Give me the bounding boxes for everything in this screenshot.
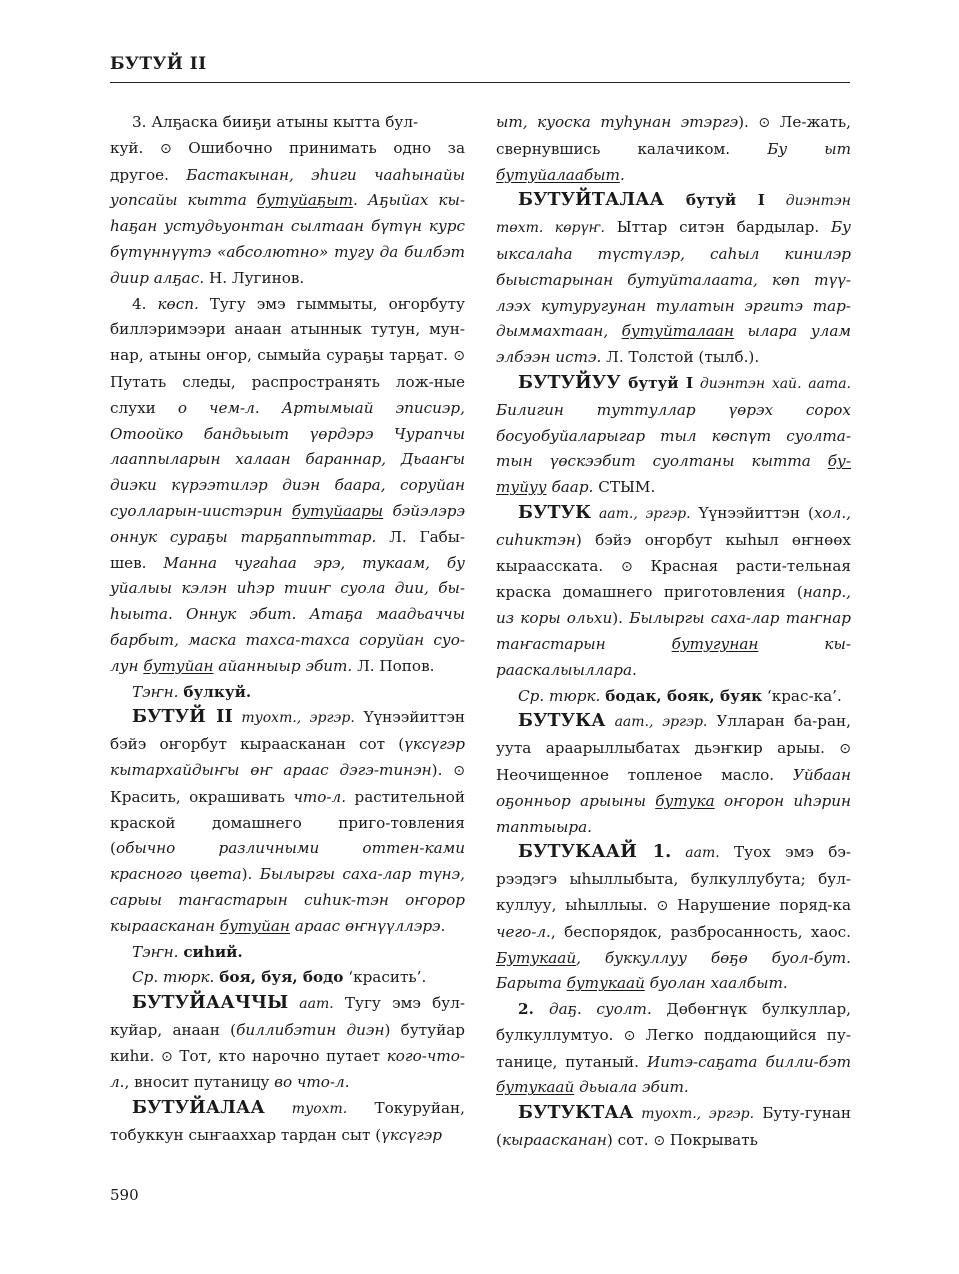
right-column bbox=[496, 110, 851, 1155]
entry-sense-4: 4. көсп. Тугу эмэ гыммыты, оҥорбуту биллэримээри анаан атыннык тутун, мун-нар, атыны оҥор, сымыйа сураҕы тарҕат. ⊙ Путать следы, распространять лож-ные слухи о чем-л. Артымыай эписиэр, Отоойко бандьыыт үөрдэрэ Чурапчы лааппыларын халаан бараннар, Дьааҥы диэки күрээтилэр диэн баара, соруйан суолларын-иистэрин бутуйаары бэйэлэрэ оннук сураҕы тарҕаппыттар. Л. Габы-шев. Манна чугаһаа эрэ, тукаам, бу уйалыы кэлэн иһэр тииҥ суола дии, бы-һыыта. Оннук эбит. Атаҕа маадьаччы барбыт, маска тахса-тахса соруйан суо-лун бутуйан айанныыр эбит. Л. Попов. bbox=[110, 294, 465, 675]
entry-butuitalaa: БУТУЙТАЛАА бутуй I диэнтэн төхт. көрүҥ. Ыттар ситэн бардылар. Бу ыксалаһа түстүлэр, саһыл кинилэр быыстарынан бутуйталаата, көп түү-лээх кутуругунан тулатын эргитэ тар-дыммахтаан, бутуйталаан ылара улам элбээн истэ. Л. Толстой (тылб.). bbox=[496, 190, 851, 367]
header-rule bbox=[110, 82, 850, 83]
headword: БУТУКА bbox=[518, 711, 606, 732]
circle-dot-icon: ⊙ bbox=[161, 1048, 173, 1065]
running-head-title: БУТУЙ II bbox=[110, 54, 207, 74]
circle-dot-icon: ⊙ bbox=[453, 762, 466, 779]
cross-ref-tenh-1: Тэҥн. булкуй. bbox=[132, 682, 252, 701]
entry-butuktaa: БУТУКТАА туохт., эргэр. Буту-гунан (кыраасканан) сот. ⊙ Покрывать bbox=[496, 1103, 851, 1150]
entry-butukaai-2: 2. даҕ. суолт. Дөбөҥнүк булкуллар, булкуллумтуо. ⊙ Легко поддающийся пу-танице, путаный. Иитэ-саҕата билли-бэт бутукаай дьыала эбит. bbox=[496, 1000, 851, 1097]
circle-dot-icon: ⊙ bbox=[623, 1027, 636, 1044]
headword: БУТУКТАА bbox=[518, 1103, 634, 1124]
entry-butuiaachchy: БУТУЙААЧЧЫ аат. Тугу эмэ бул-куйар, анаан (биллибэтин диэн) бутуйар киһи. ⊙ Тот, кто нарочно путает кого-что-л., вносит путаницу во что-л. bbox=[110, 993, 466, 1092]
running-header bbox=[110, 54, 850, 74]
page-number: 590 bbox=[110, 1186, 139, 1204]
entry-butuialaa: БУТУЙАЛАА туохт. Токуруйан, тобуккун сыҥааххар тардан сыт (үксүгэр bbox=[110, 1098, 465, 1145]
circle-dot-icon: ⊙ bbox=[839, 741, 852, 758]
circle-dot-icon: ⊙ bbox=[453, 348, 465, 365]
headword: БУТУЙААЧЧЫ bbox=[132, 993, 289, 1014]
circle-dot-icon: ⊙ bbox=[758, 115, 771, 131]
circle-dot-icon: ⊙ bbox=[656, 897, 669, 914]
headword: БУТУЙТАЛАА bbox=[518, 190, 665, 211]
entry-butukaai-1: БУТУКААЙ 1. аат. Туох эмэ бэ-рээдэгэ ыһыллыбыта, булкуллубута; бул-куллуу, ыһыллыы. ⊙ Нарушение поряд-ка чего-л., беспорядок, разбросанность, хаос. Бутукаай, буккуллуу бөҕө буол-бут. Барыта бутукаай буолан хаалбыт. bbox=[496, 842, 851, 993]
headword: БУТУЙАЛАА bbox=[132, 1098, 265, 1119]
entry-continuation: ыт, куоска туһунан этэргэ). ⊙ Ле-жать, свернувшись калачиком. Бу ыт бутуйалаабыт. bbox=[496, 113, 851, 184]
headword: БУТУКААЙ 1. bbox=[518, 842, 672, 863]
entry-butui-2: БУТУЙ II туохт., эргэр. Үүнээйиттэн бэйэ оҥорбут кыраасканан сот (үксүгэр кытархайдыҥы өҥ араас дэгэ-тинэн). ⊙ Красить, окрашивать что-л. растительной краской домашнего приго-товления (обычно различными оттен-ками красного цвета). Былыргы саха-лар түнэ, сарыы таҥастарын сиһик-тэн оҥорор кыраасканан бутуйан араас өҥнүүллэрэ. bbox=[110, 707, 466, 935]
headword: БУТУЙУУ bbox=[518, 372, 621, 393]
headword: БУТУЙ II bbox=[132, 707, 233, 728]
entry-butuk: БУТУК аат., эргэр. Үүнээйиттэн (хол., сиһиктэн) бэйэ оҥорбут кыһыл өҥнөөх кыраасската. ⊙ Красная расти-тельная краска домашнего приготовления (напр., из коры ольхи). Былыргы саха-лар таҥнар таҥастарын бутугунан кы-рааскалыыллара. bbox=[496, 502, 852, 679]
entry-butuiuu: БУТУЙУУ бутуй I диэнтэн хай. аата. Билигин туттуллар үөрэх сорох босуобуйаларыгар тыл көспүт суолта-тын үөскээбит суолтаны кытта бу-туйуу баар. СТЫМ. bbox=[496, 372, 851, 497]
entry-butuka: БУТУКА аат., эргэр. Улларан ба-ран, уута араарыллыбатах дьэҥкир арыы. ⊙ Неочищенное топленое масло. Уйбаан оҕонньор арыыны бутука оҥорон иһэрин таптыыра. bbox=[496, 711, 852, 836]
headword: БУТУК bbox=[518, 502, 592, 523]
left-column bbox=[110, 110, 465, 1149]
etymology-1: Ср. тюрк. боя, буя, бодо ‘красить’. bbox=[132, 968, 427, 987]
circle-dot-icon: ⊙ bbox=[653, 1133, 666, 1150]
circle-dot-icon: ⊙ bbox=[159, 140, 172, 157]
etymology-2: Ср. тюрк. бодак, бояк, буяк ‘крас-ка’. bbox=[518, 686, 842, 705]
circle-dot-icon: ⊙ bbox=[621, 558, 633, 575]
entry-sense-3: 3. Алҕаска бииҕи атыны кытта бул- куй. ⊙ Ошибочно принимать одно за другое. Бастакынан, эһиги чааһынайы уопсайы кытта бутуйаҕыт. Аҕыйах кы-һаҕан устудьуонтан сылтаан бүтүн курс бүтүннүүтэ «абсолютно» тугу да билбэт диир алҕас. Н. Лугинов. bbox=[110, 113, 465, 287]
cross-ref-tenh-2: Тэҥн. сиһий. bbox=[132, 942, 243, 961]
